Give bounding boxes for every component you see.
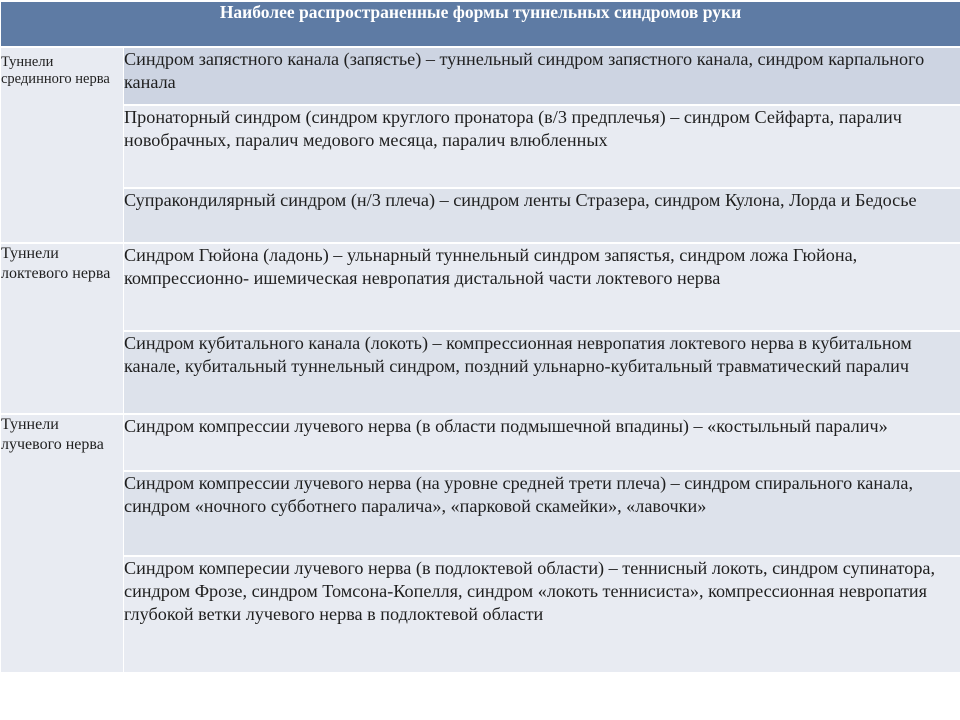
- syndrome-cell: Синдром запястного канала (запястье) – туннельный синдром запястного канала, синдром карпального канала: [124, 47, 960, 105]
- table-title: Наиболее распространенные формы туннельных синдромов руки: [1, 1, 960, 47]
- syndrome-cell: Супракондилярный синдром (н/3 плеча) – синдром ленты Стразера, синдром Кулона, Лорда и Бедосье: [124, 188, 960, 243]
- table-row: [1, 105, 960, 188]
- syndrome-cell: Синдром компрессии лучевого нерва (в области подмышечной впадины) – «костыльный паралич»: [124, 414, 960, 471]
- syndrome-cell: Синдром компересии лучевого нерва (в подлоктевой области) – теннисный локоть, синдром супинатора, синдром Фрозе, синдром Томсона-Копелля, синдром «локоть теннисиста», компрессионная невропатия глубокой ветки лучевого нерва в подлоктевой области: [124, 556, 960, 673]
- table-row: [1, 414, 960, 471]
- group-radial-nerve: Туннели лучевого нерва: [1, 414, 124, 673]
- syndrome-cell: Синдром кубитального канала (локоть) – компрессионная невропатия локтевого нерва в кубитальном канале, кубитальный туннельный синдром, поздний ульнарно-кубитальный травматический паралич: [124, 331, 960, 414]
- table-row: [1, 331, 960, 414]
- table-header-row: [1, 1, 960, 47]
- group-median-nerve: Туннели срединного нерва: [1, 47, 124, 243]
- syndrome-cell: Пронаторный синдром (синдром круглого пронатора (в/3 предплечья) – синдром Сейфарта, паралич новобрачных, паралич медового месяца, паралич влюбленных: [124, 105, 960, 188]
- table-row: [1, 47, 960, 105]
- syndrome-cell: Синдром компрессии лучевого нерва (на уровне средней трети плеча) – синдром спирального канала, синдром «ночного субботнего паралича», «парковой скамейки», «лавочки»: [124, 471, 960, 556]
- table-row: [1, 471, 960, 556]
- syndrome-cell: Синдром Гюйона (ладонь) – ульнарный туннельный синдром запястья, синдром ложа Гюйона, компрессионно- ишемическая невропатия дистальной части локтевого нерва: [124, 243, 960, 331]
- group-ulnar-nerve: Туннели локтевого нерва: [1, 243, 124, 414]
- table-row: [1, 188, 960, 243]
- table-row: [1, 556, 960, 673]
- table-row: [1, 243, 960, 331]
